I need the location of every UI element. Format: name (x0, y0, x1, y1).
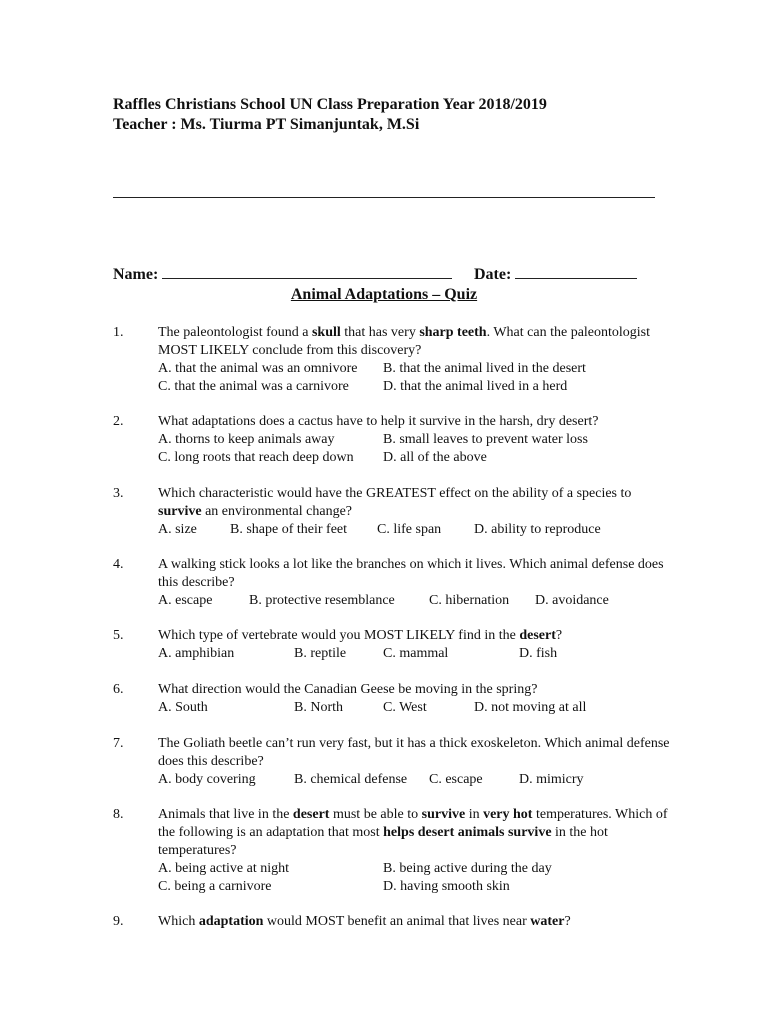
question-number: 9. (113, 914, 124, 929)
answer-option-c[interactable]: C. escape (429, 772, 483, 787)
answer-option-c[interactable]: C. West (383, 700, 427, 715)
option-row (158, 878, 678, 896)
answer-option-a[interactable]: A. thorns to keep animals away (158, 432, 335, 447)
question-number: 7. (113, 736, 124, 751)
answer-option-a[interactable]: A. escape (158, 593, 213, 608)
stem-text: . What can the paleontologist MOST LIKELY conclude from this discovery? (158, 325, 651, 358)
answer-option-d[interactable]: D. mimicry (519, 772, 584, 787)
stem-emphasis: desert (292, 807, 330, 822)
answer-option-a[interactable]: A. amphibian (158, 646, 235, 661)
stem-text: What adaptations does a cactus have to help it survive in the harsh, dry desert? (158, 414, 599, 429)
answer-option-c[interactable]: C. that the animal was a carnivore (158, 379, 349, 394)
question-number: 5. (113, 628, 124, 643)
stem-text: Which type of vertebrate would you MOST LIKELY find in the (158, 628, 520, 643)
answer-option-c[interactable]: C. mammal (383, 646, 449, 661)
answer-option-d[interactable]: D. all of the above (383, 450, 487, 465)
stem-emphasis: skull (311, 325, 341, 340)
date-label: Date: (474, 266, 512, 283)
question-stem (158, 627, 678, 661)
stem-text: What direction would the Canadian Geese be moving in the spring? (158, 682, 538, 697)
question-stem (158, 806, 678, 894)
stem-emphasis: helps desert animals survive (383, 825, 552, 840)
date-field[interactable] (474, 264, 637, 284)
answer-option-b[interactable]: B. being active during the day (383, 861, 552, 876)
stem-text: in (465, 807, 484, 822)
answer-option-a[interactable]: A. being active at night (158, 861, 290, 876)
option-row (158, 860, 678, 878)
answer-option-b[interactable]: B. protective resemblance (249, 593, 395, 608)
answer-option-a[interactable]: A. South (158, 700, 208, 715)
answer-option-c[interactable]: C. hibernation (429, 593, 510, 608)
stem-emphasis: survive (421, 807, 466, 822)
stem-text: would MOST benefit an animal that lives near (263, 914, 531, 929)
stem-text: that has very (340, 325, 420, 340)
answer-option-d[interactable]: D. avoidance (535, 593, 609, 608)
question-stem (158, 324, 678, 394)
answer-options (158, 521, 678, 539)
question-stem (158, 735, 678, 787)
stem-text: temperatures. Which of the following is an adaptation that most (158, 807, 668, 840)
stem-text: Animals that live in the (158, 807, 293, 822)
name-label: Name: (113, 266, 159, 283)
option-row (158, 449, 678, 467)
stem-emphasis: water (530, 914, 565, 929)
stem-text: The paleontologist found a (158, 325, 312, 340)
question-number: 4. (113, 557, 124, 572)
question-stem (158, 485, 678, 537)
answer-option-d[interactable]: D. that the animal lived in a herd (383, 379, 568, 394)
option-row (158, 431, 678, 449)
date-blank[interactable] (515, 264, 637, 279)
option-row (158, 592, 678, 610)
question-number: 8. (113, 807, 124, 822)
stem-emphasis: adaptation (198, 914, 264, 929)
answer-option-d[interactable]: D. not moving at all (474, 700, 587, 715)
option-row (158, 645, 678, 663)
stem-text: The Goliath beetle can’t run very fast, but it has a thick exoskeleton. Which animal defense does this describe? (158, 736, 670, 769)
answer-option-a[interactable]: A. body covering (158, 772, 256, 787)
answer-option-b[interactable]: B. chemical defense (294, 772, 408, 787)
answer-option-b[interactable]: B. reptile (294, 646, 347, 661)
stem-text: must be able to (329, 807, 422, 822)
question-stem (158, 913, 678, 931)
question-number: 3. (113, 486, 124, 501)
divider-line (113, 197, 655, 198)
answer-options (158, 699, 678, 717)
name-blank[interactable] (162, 264, 452, 279)
stem-emphasis: sharp teeth (419, 325, 487, 340)
answer-options (158, 592, 678, 610)
answer-option-d[interactable]: D. ability to reproduce (474, 522, 601, 537)
question-stem (158, 556, 678, 608)
question-stem (158, 681, 678, 715)
question-number: 6. (113, 682, 124, 697)
answer-option-b[interactable]: B. small leaves to prevent water loss (383, 432, 588, 447)
stem-text: Which characteristic would have the GREATEST effect on the ability of a species to (158, 486, 632, 501)
answer-option-a[interactable]: A. that the animal was an omnivore (158, 361, 358, 376)
stem-text: an environmental change? (201, 504, 352, 519)
stem-text: in the hot temperatures? (158, 825, 608, 858)
answer-options (158, 771, 678, 789)
stem-text: Which (158, 914, 199, 929)
school-header: Raffles Christians School UN Class Preparation Year 2018/2019 (113, 96, 547, 113)
answer-options (158, 645, 678, 663)
quiz-title: Animal Adaptations – Quiz (290, 286, 478, 303)
question-number: 1. (113, 325, 124, 340)
stem-emphasis: desert (519, 628, 556, 643)
answer-option-a[interactable]: A. size (158, 522, 197, 537)
option-row (158, 360, 678, 378)
stem-text: A walking stick looks a lot like the branches on which it lives. Which animal defense does this describe? (158, 557, 664, 590)
name-field[interactable] (113, 264, 452, 284)
answer-option-c[interactable]: C. long roots that reach deep down (158, 450, 354, 465)
answer-option-c[interactable]: C. being a carnivore (158, 879, 272, 894)
answer-option-c[interactable]: C. life span (377, 522, 442, 537)
answer-option-b[interactable]: B. shape of their feet (230, 522, 348, 537)
option-row (158, 521, 678, 539)
stem-text: ? (564, 914, 571, 929)
answer-options (158, 360, 678, 396)
answer-option-b[interactable]: B. that the animal lived in the desert (383, 361, 586, 376)
option-row (158, 771, 678, 789)
stem-text: ? (555, 628, 563, 643)
question-number: 2. (113, 414, 124, 429)
answer-option-b[interactable]: B. North (294, 700, 343, 715)
stem-emphasis: survive (158, 504, 202, 519)
stem-emphasis: very hot (483, 807, 533, 822)
answer-options (158, 431, 678, 467)
answer-option-d[interactable]: D. fish (519, 646, 558, 661)
question-stem (158, 413, 678, 465)
answer-option-d[interactable]: D. having smooth skin (383, 879, 510, 894)
option-row (158, 378, 678, 396)
teacher-header: Teacher : Ms. Tiurma PT Simanjuntak, M.Si (113, 116, 420, 133)
option-row (158, 699, 678, 717)
answer-options (158, 860, 678, 896)
